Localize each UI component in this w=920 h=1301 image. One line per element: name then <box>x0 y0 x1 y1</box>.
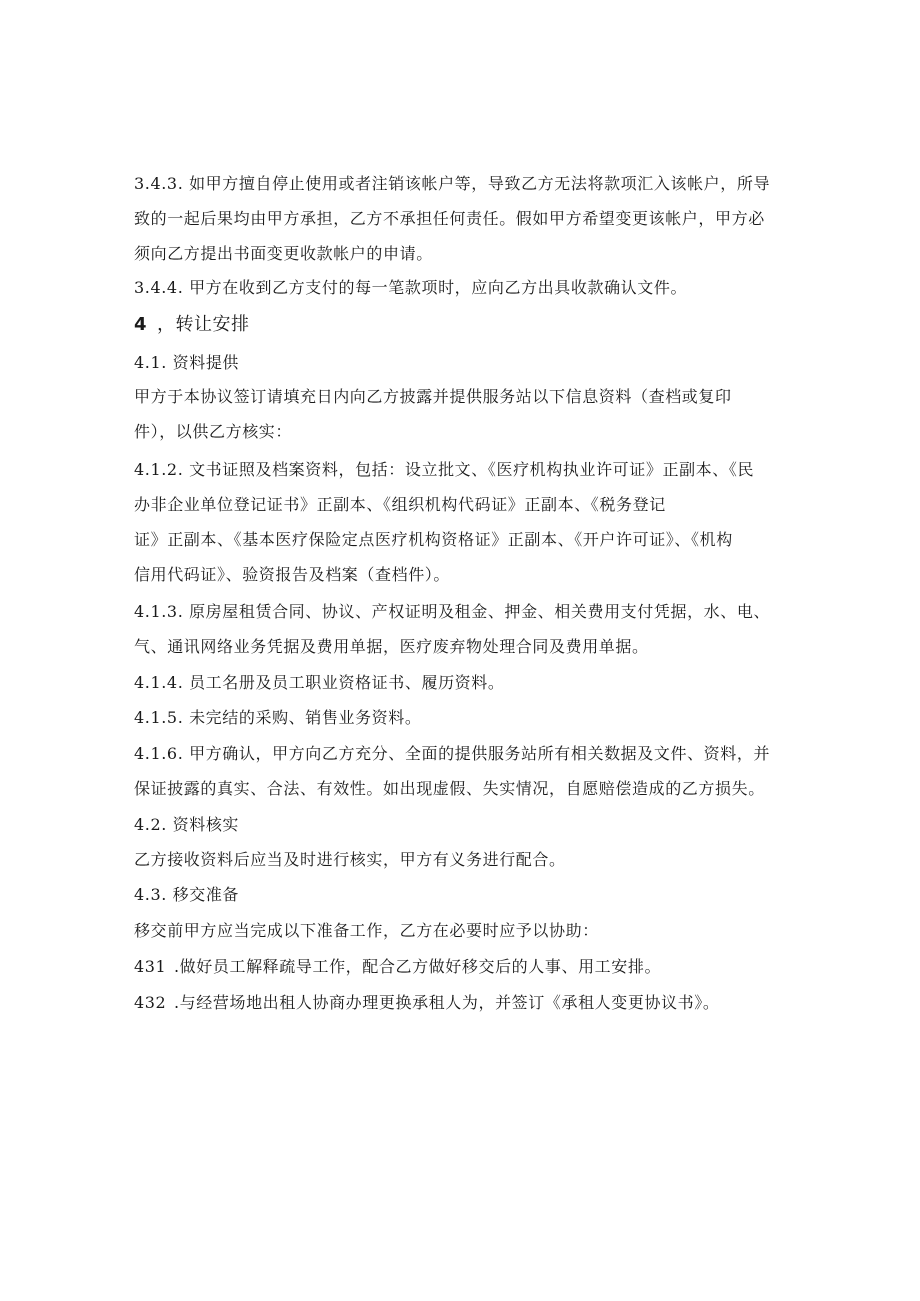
section-4-1-title: 4.1. 资料提供 <box>134 353 240 372</box>
clause-4-1-5: 4.1.5. 未完结的采购、销售业务资料。 <box>134 708 422 727</box>
clause-4-1-2-line-1: 4.1.2. 文书证照及档案资料，包括：设立批文、《医疗机构执业许可证》正副本、《民 <box>134 460 755 479</box>
list-item-number: 431 <box>134 957 167 976</box>
section-4-1-intro-line-2: 件），以供乙方核实： <box>134 422 293 441</box>
clause-4-1-2-line-3: 证》正副本、《基本医疗保险定点医疗机构资格证》正副本、《开户许可证》、《机构 <box>134 530 733 549</box>
clause-3-4-3-line-2: 致的一起后果均由甲方承担，乙方不承担任何责任。假如甲方希望变更该帐户，甲方必 <box>134 209 765 228</box>
section-4-2-body: 乙方接收资料后应当及时进行核实，甲方有义务进行配合。 <box>134 850 566 869</box>
clause-4-1-6-line-2: 保证披露的真实、合法、有效性。如出现虚假、失实情况，自愿赔偿造成的乙方损失。 <box>134 779 765 798</box>
clause-4-1-2-line-2: 办非企业单位登记证书》正副本、《组织机构代码证》正副本、《税务登记 <box>134 495 666 514</box>
clause-3-4-3-line-3: 须向乙方提出书面变更收款帐户的申请。 <box>134 244 433 263</box>
section-4-heading <box>134 314 250 336</box>
list-item <box>134 956 661 978</box>
section-4-title: ，转让安排 <box>157 314 250 335</box>
list-item-text: .做好员工解释疏导工作，配合乙方做好移交后的人事、用工安排。 <box>174 957 662 976</box>
clause-4-1-3-line-1: 4.1.3. 原房屋租赁合同、协议、产权证明及租金、押金、相关费用支付凭据，水、电、 <box>134 602 771 621</box>
section-4-2-title: 4.2. 资料核实 <box>134 815 240 834</box>
list-item <box>134 992 720 1014</box>
section-4-3-body: 移交前甲方应当完成以下准备工作，乙方在必要时应予以协助： <box>134 921 599 940</box>
section-4-1-intro-line-1: 甲方于本协议签订请填充日内向乙方披露并提供服务站以下信息资料（查档或复印 <box>134 387 732 406</box>
clause-3-4-3-line-1: 3.4.3. 如甲方擅自停止使用或者注销该帐户等，导致乙方无法将款项汇入该帐户，所导 <box>134 174 771 193</box>
clause-3-4-4: 3.4.4. 甲方在收到乙方支付的每一笔款项时，应向乙方出具收款确认文件。 <box>134 278 688 297</box>
list-item-text: .与经营场地出租人协商办理更换承租人为，并签订《承租人变更协议书》。 <box>174 993 720 1012</box>
clause-4-1-3-line-2: 气、通讯网络业务凭据及费用单据，医疗废弃物处理合同及费用单据。 <box>134 637 649 656</box>
section-4-3-title: 4.3. 移交准备 <box>134 885 240 904</box>
clause-4-1-2-line-4: 信用代码证》、验资报告及档案（查档件）。 <box>134 565 451 584</box>
clause-4-1-6-line-1: 4.1.6. 甲方确认，甲方向乙方充分、全面的提供服务站所有相关数据及文件、资料，并 <box>134 744 771 763</box>
list-item-number: 432 <box>134 993 167 1012</box>
clause-4-1-4: 4.1.4. 员工名册及员工职业资格证书、履历资料。 <box>134 673 505 692</box>
section-4-number: 4 <box>134 314 148 335</box>
